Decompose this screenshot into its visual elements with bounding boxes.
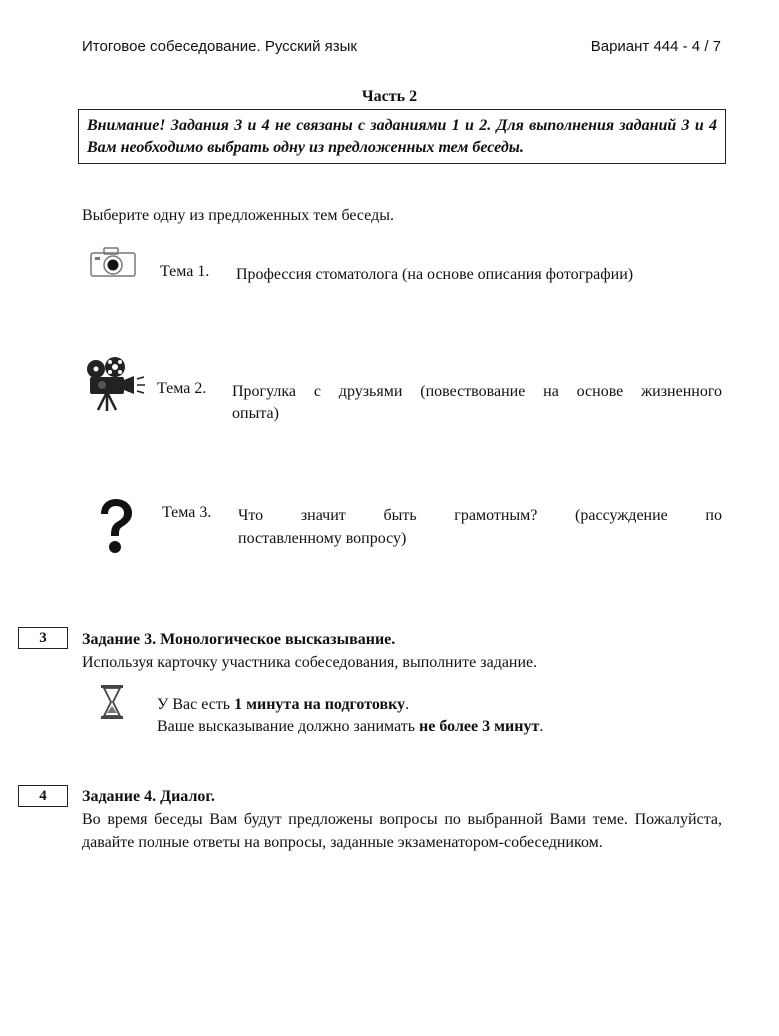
theme-1-label: Тема 1. [160,263,210,280]
header-variant: Вариант 444 - 4 / 7 [590,38,721,55]
theme-2-label: Тема 2. [157,380,207,397]
task-3-prep-line [157,693,409,716]
task-3-prep-suffix: . [405,696,410,713]
theme-3-text-line1: Что значит быть грамотным? (рассуждение по [238,507,722,524]
task-3-time-suffix: . [539,718,544,735]
task-4-text: Во время беседы Вам будут предложены вопросы по выбранной Вами теме. Пожалуйста, давайте полные ответы на вопросы, заданные экзаменатором-собеседником. [82,811,722,851]
part-title: Часть 2 [361,88,418,105]
task-3-time-bold: не более 3 минут [419,718,540,735]
theme-2-text-line1: Прогулка с друзьями (повествование на основе жизненного [232,383,722,400]
theme-3-text-line2: поставленному вопросу) [238,530,407,547]
film-projector-icon [80,356,146,412]
task-4-title: Задание 4. Диалог. [82,788,215,805]
task-3-prep-prefix: У Вас есть [157,696,235,713]
theme-1-text: Профессия стоматолога (на основе описания фотографии) [236,266,634,283]
header-subject: Итоговое собеседование. Русский язык [82,38,357,55]
attention-box: Внимание! Задания 3 и 4 не связаны с заданиями 1 и 2. Для выполнения заданий 3 и 4 Вам необходимо выбрать одну из предложенных тем беседы. [78,109,726,164]
task-3-time-line [157,715,543,738]
hourglass-icon [100,684,124,720]
choose-prompt: Выберите одну из предложенных тем беседы. [82,207,394,224]
task-3-time-prefix: Ваше высказывание должно занимать [157,718,420,735]
task-3-title: Задание 3. Монологическое высказывание. [82,631,396,648]
task-4-number-box: 4 [18,785,68,807]
task-3-prep-bold: 1 минута на подготовку [234,696,406,713]
camera-icon [90,246,136,278]
task-3-number-box: 3 [18,627,68,649]
question-mark-icon [96,498,136,554]
task-3-instruction: Используя карточку участника собеседования, выполните задание. [82,654,538,671]
theme-3-label: Тема 3. [162,504,212,521]
theme-2-text-line2: опыта) [232,405,279,422]
